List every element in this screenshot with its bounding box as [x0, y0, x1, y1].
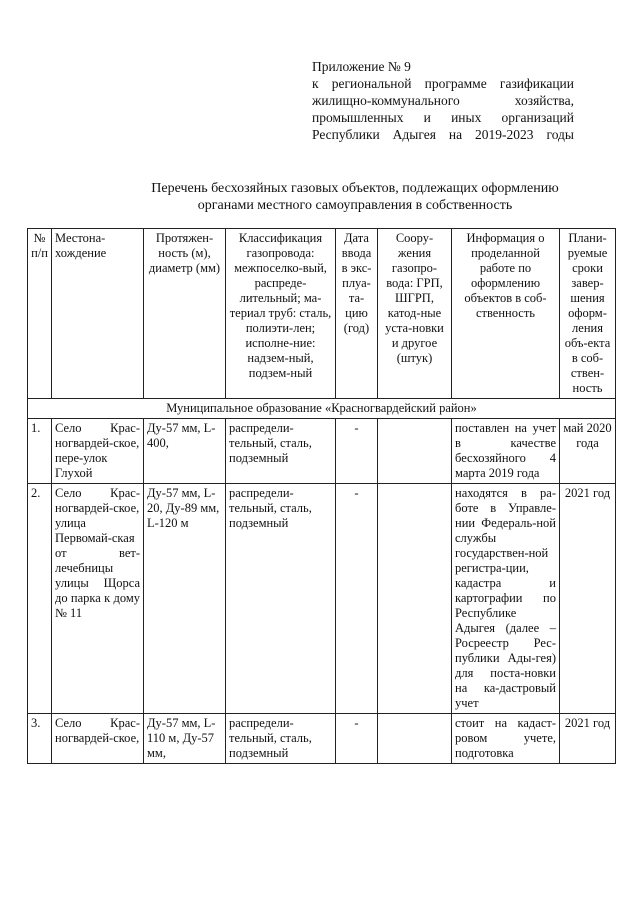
- header-deadline: Плани-руемые сроки завер-шения оформ-ления объ-екта в соб-ствен-ность: [560, 229, 616, 399]
- table-row: [28, 484, 616, 714]
- row-facilities: [378, 419, 452, 484]
- header-info: Информация о проделанной работе по оформлению объектов в соб-ственность: [452, 229, 560, 399]
- row-num: 2.: [28, 484, 52, 714]
- title-line: Перечень бесхозяйных газовых объектов, подлежащих оформлению: [151, 181, 559, 196]
- table-row: [28, 714, 616, 764]
- row-deadline: май 2020 года: [560, 419, 616, 484]
- row-date: -: [336, 714, 378, 764]
- row-length: Ду-57 мм, L-20, Ду-89 мм, L-120 м: [144, 484, 226, 714]
- row-location: Село Крас-ногвардей-ское, улица Первомай-ская от вет-лечебницы улицы Щорса до парка к дому № 11: [52, 484, 144, 714]
- row-date: -: [336, 484, 378, 714]
- appendix-header: [312, 58, 574, 143]
- row-info: стоит на кадаст-ровом учете, подготовка: [452, 714, 560, 764]
- table-header-row: [28, 229, 616, 399]
- header-num: № п/п: [28, 229, 52, 399]
- header-date: Дата ввода в экс-плуа-та-цию (год): [336, 229, 378, 399]
- header-location: Местона-хождение: [52, 229, 144, 399]
- appendix-line: жилищно-коммунального хозяйства,: [312, 93, 574, 108]
- gas-objects-table: [27, 228, 616, 764]
- row-classification: распредели-тельный, сталь, подземный: [226, 484, 336, 714]
- row-facilities: [378, 484, 452, 714]
- row-classification: распредели-тельный, сталь, подземный: [226, 714, 336, 764]
- row-num: 3.: [28, 714, 52, 764]
- row-length: Ду-57 мм, L-400,: [144, 419, 226, 484]
- table-row: [28, 419, 616, 484]
- header-length: Протяжен-ность (м), диаметр (мм): [144, 229, 226, 399]
- region-row: [28, 399, 616, 419]
- title-line: органами местного самоуправления в собственность: [197, 198, 513, 213]
- row-deadline: 2021 год: [560, 714, 616, 764]
- row-deadline: 2021 год: [560, 484, 616, 714]
- region-name: Муниципальное образование «Красногвардейский район»: [28, 399, 616, 419]
- row-classification: распредели-тельный, сталь, подземный: [226, 419, 336, 484]
- row-info: поставлен на учет в качестве бесхозяйного 4 марта 2019 года: [452, 419, 560, 484]
- appendix-number: Приложение № 9: [312, 59, 411, 74]
- row-info: находятся в ра-боте в Управле-нии Федераль-ной службы государствен-ной регистра-ции, кадастра и картографии по Республике Адыгея (далее – Росреестр Рес-публики Ады-гея) для поста-новки на ка-дастровый учет: [452, 484, 560, 714]
- appendix-line: к региональной программе газификации: [312, 76, 574, 91]
- appendix-line: промышленных и иных организаций: [312, 110, 574, 125]
- row-location: Село Крас-ногвардей-ское,: [52, 714, 144, 764]
- appendix-line: Республики Адыгея на 2019-2023 годы: [312, 127, 574, 142]
- row-facilities: [378, 714, 452, 764]
- row-length: Ду-57 мм, L-110 м, Ду-57 мм,: [144, 714, 226, 764]
- row-num: 1.: [28, 419, 52, 484]
- row-date: -: [336, 419, 378, 484]
- document-title: [120, 180, 590, 214]
- header-facilities: Соору-жения газопро-вода: ГРП, ШГРП, катод-ные уста-новки и другое (штук): [378, 229, 452, 399]
- row-location: Село Крас-ногвардей-ское, пере-улок Глухой: [52, 419, 144, 484]
- header-classification: Классификация газопровода: межпоселко-вый, распреде-лительный; ма-териал труб: сталь, полиэти-лен; исполне-ние: надзем-ный, подзем-ный: [226, 229, 336, 399]
